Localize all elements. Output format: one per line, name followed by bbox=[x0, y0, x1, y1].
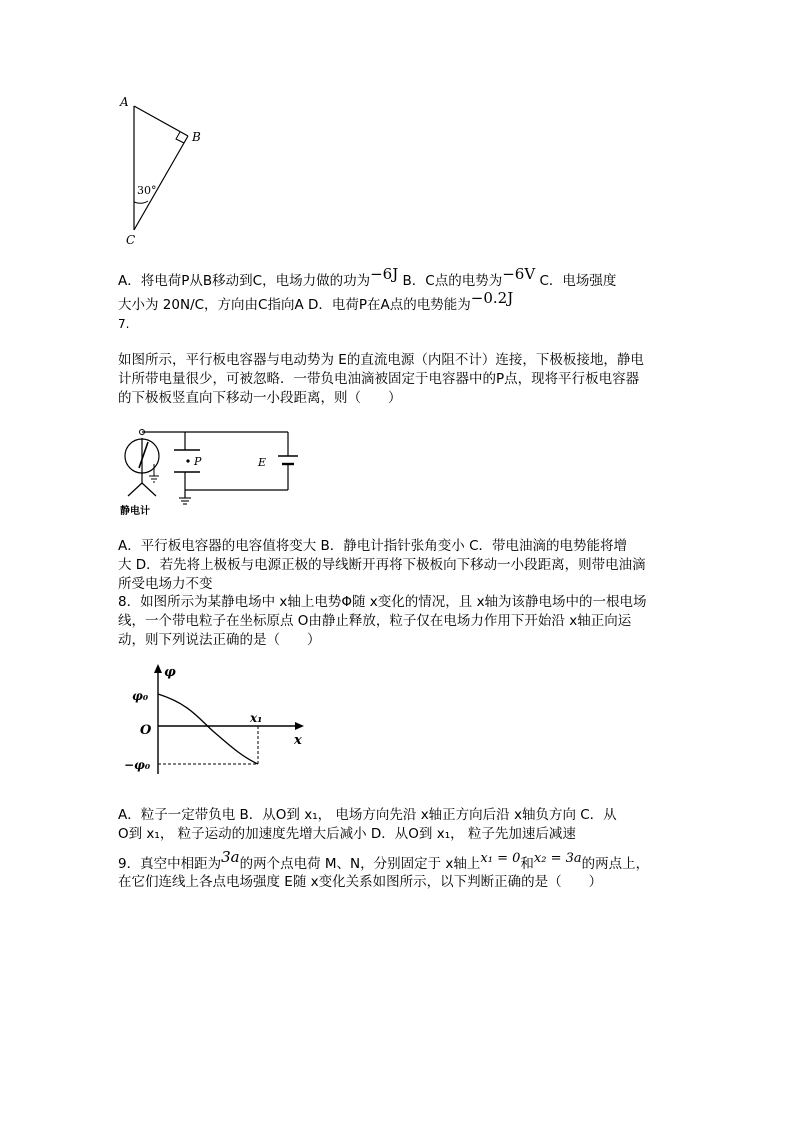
q6-opt-c-d: 大小为 20N/C，方向由C指向A D．电荷P在A点的电势能为 bbox=[118, 297, 471, 313]
q6-opt-b: B．C点的电势为 bbox=[402, 273, 503, 289]
q7-number: 7. bbox=[118, 317, 130, 331]
electroscope-leg-right bbox=[142, 483, 156, 496]
q9-intro: 9．真空中相距为 bbox=[118, 856, 222, 872]
angle-label: 30° bbox=[137, 184, 157, 197]
q8-options-line1: A．粒子一定带负电 B．从O到 x₁， 电场方向先沿 x轴正方向后沿 x轴负方向 C．从 bbox=[118, 807, 617, 823]
side-ab bbox=[134, 106, 188, 136]
q9-and: 和 bbox=[520, 856, 534, 872]
label-a: A bbox=[120, 95, 129, 109]
electroscope-pointer bbox=[139, 442, 148, 468]
potential-graph bbox=[120, 662, 310, 782]
q7-stem-line2: 计所带电量很少，可被忽略．一带负电油滴被固定于电容器中的P点，现将平行板电容器 bbox=[118, 371, 640, 387]
q9-points: 的两点上， bbox=[581, 856, 650, 872]
capacitor-circuit-figure bbox=[112, 420, 302, 520]
q7-options-line1: A．平行板电容器的电容值将变大 B．静电计指针张角变小 C．带电油滴的电势能将增 bbox=[118, 538, 628, 554]
q9-distance: 3a bbox=[221, 848, 240, 866]
point-p bbox=[186, 459, 189, 462]
label-c: C bbox=[126, 233, 136, 247]
q7-stem-line1: 如图所示，平行板电容器与电动势为 E的直流电源（内阻不计）连接，下极板接地，静电 bbox=[118, 352, 644, 368]
work-value: −6J bbox=[370, 265, 399, 283]
q6-opt-a: A．将电荷P从B移动到C，电场力做的功为 bbox=[118, 273, 371, 289]
triangle-figure bbox=[112, 90, 222, 250]
angle-arc bbox=[134, 201, 148, 203]
potential-curve bbox=[158, 694, 258, 764]
q7-options-line2: 大 D．若先将上极板与电源正极的导线断开再将下极板向下移动一小段距离，则带电油滴 bbox=[118, 557, 646, 573]
x-axis-label: x bbox=[294, 733, 302, 748]
electroscope-caption: 静电计 bbox=[120, 506, 150, 517]
y-axis-arrow bbox=[154, 664, 162, 673]
q8-stem-line2: 线，一个带电粒子在坐标原点 O由静止释放，粒子仅在电场力作用下开始沿 x轴正向运 bbox=[118, 613, 632, 629]
potential-value: −6V bbox=[502, 265, 536, 283]
q8-options-line2: O到 x₁， 粒子运动的加速度先增大后减小 D．从O到 x₁， 粒子先加速后减速 bbox=[118, 826, 576, 842]
side-bc bbox=[134, 136, 188, 230]
y-axis-label: φ bbox=[164, 665, 176, 680]
q9-line2: 在它们连线上各点电场强度 E随 x变化关系如图所示，以下判断正确的是（ ） bbox=[118, 874, 603, 890]
q7-stem-line3: 的下极板竖直向下移动一小段距离，则（ ） bbox=[118, 390, 402, 406]
label-e: E bbox=[258, 456, 267, 469]
x-axis-arrow bbox=[295, 722, 304, 730]
q9-x1-eq: x₁ = 0 bbox=[480, 851, 521, 866]
origin-label: O bbox=[140, 723, 152, 738]
q9-x2-eq: x₂ = 3a bbox=[533, 851, 582, 866]
q6-opt-c: C．电场强度 bbox=[539, 273, 617, 289]
q9-charges: 的两个点电荷 M、N，分别固定于 x轴上 bbox=[239, 856, 481, 872]
energy-value: −0.2J bbox=[470, 289, 514, 307]
label-b: B bbox=[192, 130, 201, 144]
phi0-label: φ₀ bbox=[132, 689, 149, 703]
q7-options-line3: 所受电场力不变 bbox=[118, 576, 213, 592]
q8-stem-line3: 动，则下列说法正确的是（ ） bbox=[118, 632, 321, 648]
q8-stem-line1: 8．如图所示为某静电场中 x轴上电势Φ随 x变化的情况，且 x轴为该静电场中的一根电场 bbox=[118, 594, 647, 610]
q6-options-line2 bbox=[118, 289, 514, 315]
neg-phi0-label: −φ₀ bbox=[124, 758, 151, 772]
x1-label: x₁ bbox=[250, 711, 263, 725]
q6-options-line1 bbox=[118, 265, 617, 291]
label-p: P bbox=[194, 455, 202, 468]
electroscope-leg-left bbox=[128, 483, 142, 496]
